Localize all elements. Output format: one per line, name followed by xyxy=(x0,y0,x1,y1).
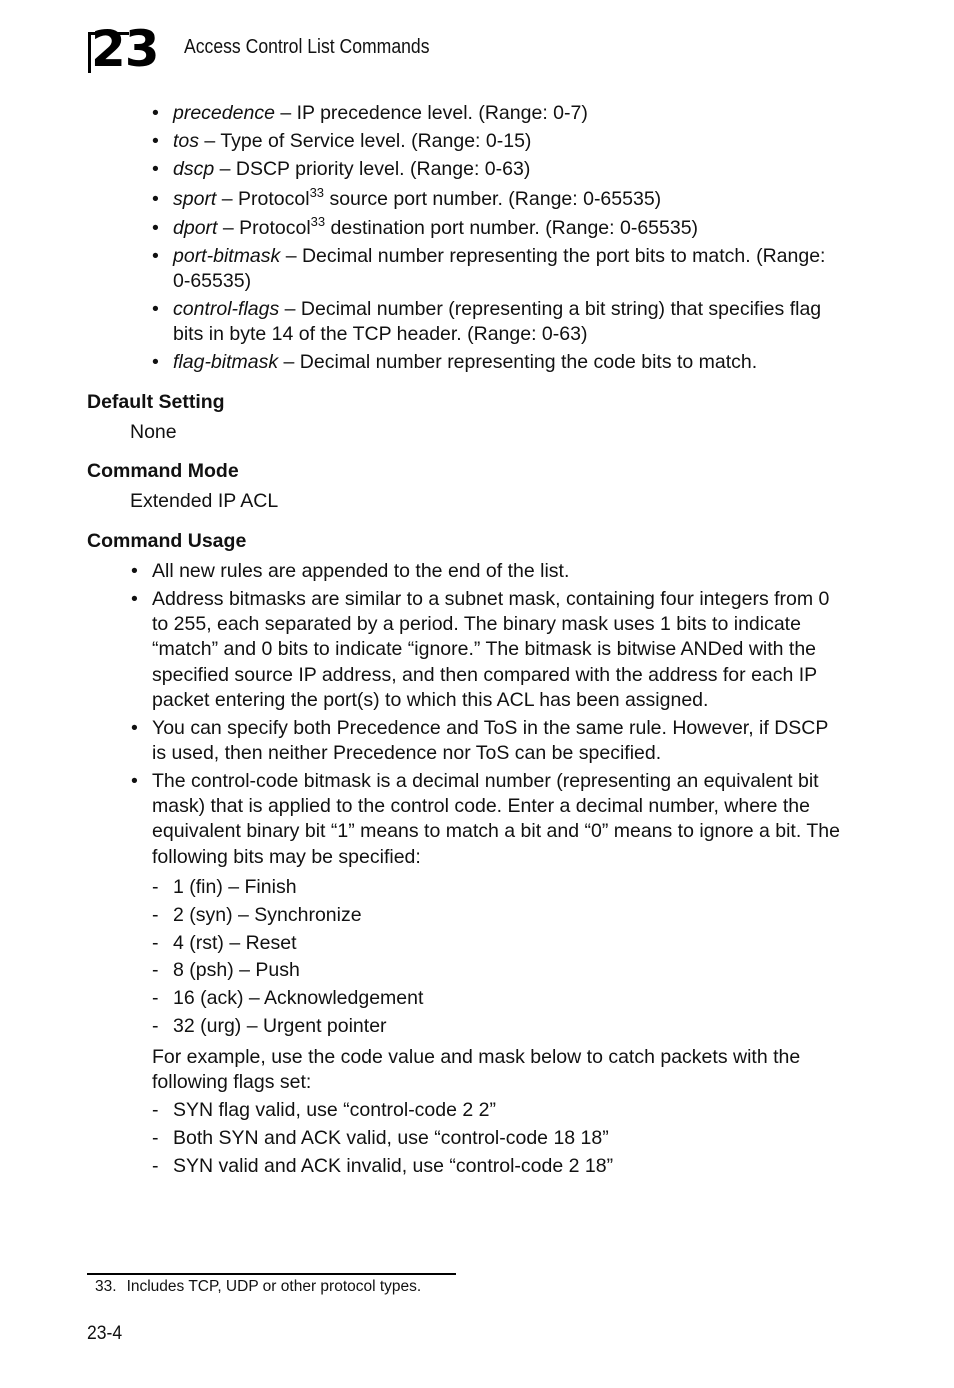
param-desc: destination port number. (Range: 0-65535) xyxy=(325,217,699,239)
bullet-icon: • xyxy=(152,188,159,210)
param-desc: – DSCP priority level. (Range: 0-63) xyxy=(214,158,531,180)
flag-bit-text: 1 (fin) – Finish xyxy=(173,876,297,898)
example-text: Both SYN and ACK valid, use “control-code 18 18” xyxy=(173,1127,609,1149)
footnote-text: Includes TCP, UDP or other protocol types. xyxy=(126,1278,422,1295)
bullet-icon: • xyxy=(152,158,159,180)
param-desc: – Protocol xyxy=(217,217,311,239)
bullet-icon: • xyxy=(152,298,159,320)
dash-icon: - xyxy=(152,904,159,926)
dash-icon: - xyxy=(152,1155,159,1177)
command-usage-heading: Command Usage xyxy=(87,530,247,552)
bullet-icon: • xyxy=(152,102,159,124)
footnote-divider xyxy=(87,1273,456,1275)
chapter-number-block xyxy=(88,20,168,78)
dash-icon: - xyxy=(152,1127,159,1149)
param-desc: source port number. (Range: 0-65535) xyxy=(324,188,662,210)
dash-icon: - xyxy=(152,1099,159,1121)
param-term: tos xyxy=(173,130,200,152)
param-term: sport xyxy=(173,188,217,210)
param-term: port-bitmask xyxy=(173,245,281,267)
usage-bullet-text: All new rules are appended to the end of the list. xyxy=(152,560,570,582)
param-term: dport xyxy=(173,217,218,239)
param-term: precedence xyxy=(173,102,275,124)
default-setting-value: None xyxy=(130,421,177,443)
bullet-icon: • xyxy=(131,717,138,739)
bullet-icon: • xyxy=(152,217,159,239)
param-desc: – IP precedence level. (Range: 0-7) xyxy=(274,102,588,124)
example-intro: For example, use the code value and mask below to catch packets with the following flags set: xyxy=(152,1046,801,1093)
example-text: SYN flag valid, use “control-code 2 2” xyxy=(173,1099,496,1121)
param-desc: – Type of Service level. (Range: 0-15) xyxy=(199,130,532,152)
dash-icon: - xyxy=(152,1015,159,1037)
chapter-number: 23 xyxy=(91,20,159,78)
page-number: 23-4 xyxy=(87,1322,123,1344)
param-desc: – Decimal number representing the code bits to match. xyxy=(278,351,758,373)
param-desc: – Protocol xyxy=(216,188,310,210)
param-term: dscp xyxy=(173,158,215,180)
usage-bullet-text: The control-code bitmask is a decimal number (representing an equivalent bit mask) that is applied to the control code. Enter a decimal number, where the equivalent binary bit “1” means to match a bit and “0” means to ignore a bit. The following bits may be specified: xyxy=(152,770,840,868)
bullet-icon: • xyxy=(152,245,159,267)
footnote-number: 33. xyxy=(95,1278,117,1295)
flag-bit-text: 16 (ack) – Acknowledgement xyxy=(173,987,424,1009)
param-term: flag-bitmask xyxy=(173,351,279,373)
bullet-icon: • xyxy=(131,560,138,582)
usage-bullet-text: You can specify both Precedence and ToS in the same rule. However, if DSCP is used, then neither Precedence nor ToS can be specified. xyxy=(152,717,829,765)
bullet-icon: • xyxy=(152,351,159,373)
command-mode-heading: Command Mode xyxy=(87,460,239,482)
bullet-icon: • xyxy=(131,588,138,610)
bullet-icon: • xyxy=(131,770,138,792)
param-desc: – Decimal number (representing a bit string) that specifies flag bits in byte 14 of the TCP header. (Range: 0-63) xyxy=(173,298,822,345)
param-term: control-flags xyxy=(173,298,280,320)
dash-icon: - xyxy=(152,959,159,981)
dash-icon: - xyxy=(152,932,159,954)
default-setting-heading: Default Setting xyxy=(87,391,225,413)
example-text: SYN valid and ACK invalid, use “control-code 2 18” xyxy=(173,1155,614,1177)
dash-icon: - xyxy=(152,987,159,1009)
footnote-ref[interactable]: 33 xyxy=(309,185,325,200)
command-mode-value: Extended IP ACL xyxy=(130,490,279,512)
footnote xyxy=(95,1278,421,1296)
flag-bit-text: 32 (urg) – Urgent pointer xyxy=(173,1015,387,1037)
dash-icon: - xyxy=(152,876,159,898)
footnote-ref[interactable]: 33 xyxy=(310,214,326,229)
bullet-icon: • xyxy=(152,130,159,152)
flag-bit-text: 8 (psh) – Push xyxy=(173,959,300,981)
chapter-title: Access Control List Commands xyxy=(184,36,430,58)
flag-bit-text: 2 (syn) – Synchronize xyxy=(173,904,362,926)
usage-bullet-text: Address bitmasks are similar to a subnet mask, containing four integers from 0 to 255, each separated by a period. The binary mask uses 1 bits to indicate “match” and 0 bits to indicate “ignore.” The bitmask is bitwise ANDed with the specified source IP address, and then compared with the address for each IP packet entering the port(s) to which this ACL has been assigned. xyxy=(152,588,830,711)
param-desc: – Decimal number representing the port bits to match. (Range: 0-65535) xyxy=(173,245,826,292)
flag-bit-text: 4 (rst) – Reset xyxy=(173,932,297,954)
